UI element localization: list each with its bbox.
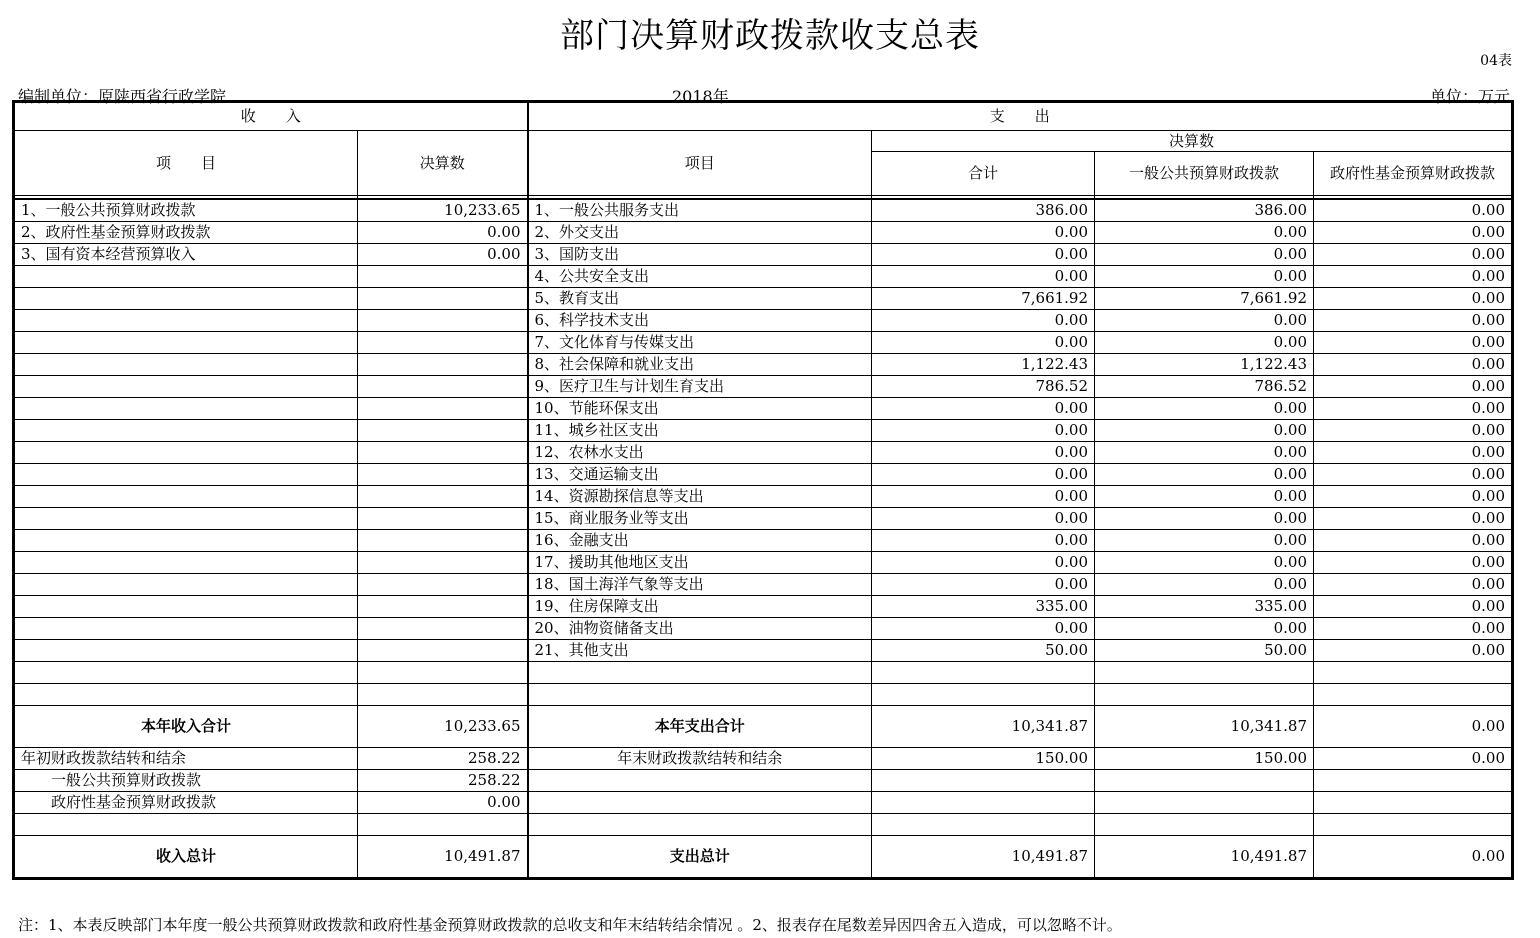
expense-item-cell: 3、国防支出 [528, 244, 872, 266]
expense-general-cell: 0.00 [1095, 618, 1314, 640]
finance-summary-table [12, 100, 1514, 880]
carry-in-value: 258.22 [358, 748, 528, 770]
expense-item-cell: 8、社会保障和就业支出 [528, 354, 872, 376]
table-row [14, 486, 1513, 508]
table-row [14, 199, 1513, 222]
income-item-cell: 1、一般公共预算财政拨款 [14, 199, 358, 222]
expense-general-cell: 0.00 [1095, 310, 1314, 332]
grand-income-total-value: 10,491.87 [358, 836, 528, 879]
income-amount-cell: 0.00 [358, 222, 528, 244]
income-item-cell [14, 398, 358, 420]
expense-total-cell: 7,661.92 [872, 288, 1095, 310]
grand-expense-total-value: 10,491.87 [872, 836, 1095, 879]
income-header: 收 入 [14, 102, 528, 131]
expense-general-cell: 0.00 [1095, 332, 1314, 354]
expense-fund-cell: 0.00 [1314, 310, 1513, 332]
expense-item-cell: 1、一般公共服务支出 [528, 199, 872, 222]
income-item-cell [14, 288, 358, 310]
expense-general-cell: 0.00 [1095, 398, 1314, 420]
income-item-cell [14, 354, 358, 376]
expense-fund-cell: 0.00 [1314, 222, 1513, 244]
expense-item-cell: 14、资源勘探信息等支出 [528, 486, 872, 508]
income-item-cell [14, 552, 358, 574]
income-amount-cell [358, 486, 528, 508]
expense-total-cell: 0.00 [872, 530, 1095, 552]
carry-out-general: 150.00 [1095, 748, 1314, 770]
income-amount-cell [358, 662, 528, 684]
income-item-cell [14, 640, 358, 662]
table-row [14, 376, 1513, 398]
expense-general-cell: 0.00 [1095, 464, 1314, 486]
income-amount-cell [358, 354, 528, 376]
carry-out-fund: 0.00 [1314, 748, 1513, 770]
income-amount-cell [358, 288, 528, 310]
income-item-cell [14, 376, 358, 398]
expense-general-cell: 0.00 [1095, 266, 1314, 288]
expense-general-cell: 786.52 [1095, 376, 1314, 398]
page-title: 部门决算财政拨款收支总表 [560, 16, 980, 56]
unit-label: 单位：万元 [1429, 87, 1510, 106]
income-amount-cell [358, 508, 528, 530]
expense-fund-cell [1314, 684, 1513, 706]
table-row [14, 530, 1513, 552]
fund-budget-column-header: 政府性基金预算财政拨款 [1314, 152, 1513, 196]
grand-expense-total-label: 支出总计 [528, 836, 872, 879]
income-item-cell [14, 486, 358, 508]
income-item-cell [14, 464, 358, 486]
expense-item-cell: 4、公共安全支出 [528, 266, 872, 288]
expense-item-cell: 16、金融支出 [528, 530, 872, 552]
table-row [14, 662, 1513, 684]
income-item-cell [14, 530, 358, 552]
expense-general-cell: 0.00 [1095, 508, 1314, 530]
income-amount-cell [358, 640, 528, 662]
income-item-cell [14, 596, 358, 618]
expense-general-cell: 0.00 [1095, 222, 1314, 244]
expense-total-cell: 0.00 [872, 244, 1095, 266]
expense-item-cell: 6、科学技术支出 [528, 310, 872, 332]
table-row [14, 310, 1513, 332]
expense-total-cell: 1,122.43 [872, 354, 1095, 376]
table-row [14, 552, 1513, 574]
expense-item-header: 项目 [528, 131, 872, 196]
income-item-cell [14, 574, 358, 596]
income-item-cell [14, 618, 358, 640]
table-row [14, 464, 1513, 486]
income-amount-cell [358, 442, 528, 464]
expense-total-cell: 335.00 [872, 596, 1095, 618]
year-income-total-value: 10,233.65 [358, 706, 528, 748]
expense-fund-cell: 0.00 [1314, 420, 1513, 442]
form-number: 04表 [1480, 53, 1512, 69]
expense-item-cell: 11、城乡社区支出 [528, 420, 872, 442]
income-amount-cell [358, 464, 528, 486]
income-item-cell [14, 332, 358, 354]
grand-expense-general-value: 10,491.87 [1095, 836, 1314, 879]
expense-general-cell: 335.00 [1095, 596, 1314, 618]
expense-fund-cell: 0.00 [1314, 398, 1513, 420]
income-item-cell [14, 442, 358, 464]
expense-fund-cell: 0.00 [1314, 486, 1513, 508]
income-item-cell [14, 420, 358, 442]
expense-total-cell: 0.00 [872, 552, 1095, 574]
income-amount-cell [358, 310, 528, 332]
carry-general-value: 258.22 [358, 770, 528, 792]
expense-total-cell: 0.00 [872, 222, 1095, 244]
expense-total-cell: 0.00 [872, 332, 1095, 354]
organization-label: 编制单位：原陕西省行政学院 [18, 87, 227, 106]
expense-total-cell [872, 662, 1095, 684]
expense-item-cell: 17、援助其他地区支出 [528, 552, 872, 574]
income-amount-header: 决算数 [358, 131, 528, 196]
carry-in-label: 年初财政拨款结转和结余 [14, 748, 358, 770]
expense-total-cell [872, 684, 1095, 706]
expense-amount-header: 决算数 [872, 131, 1513, 152]
expense-fund-cell: 0.00 [1314, 574, 1513, 596]
income-item-cell [14, 266, 358, 288]
expense-total-cell: 0.00 [872, 574, 1095, 596]
expense-general-cell [1095, 684, 1314, 706]
income-amount-cell [358, 398, 528, 420]
expense-header: 支 出 [528, 102, 1513, 131]
expense-item-cell: 20、油物资储备支出 [528, 618, 872, 640]
expense-total-cell: 50.00 [872, 640, 1095, 662]
expense-item-cell: 12、农林水支出 [528, 442, 872, 464]
income-item-cell: 2、政府性基金预算财政拨款 [14, 222, 358, 244]
income-amount-cell: 10,233.65 [358, 199, 528, 222]
expense-fund-cell: 0.00 [1314, 508, 1513, 530]
table-row [14, 266, 1513, 288]
general-budget-column-header: 一般公共预算财政拨款 [1095, 152, 1314, 196]
expense-general-cell [1095, 662, 1314, 684]
income-amount-cell [358, 618, 528, 640]
income-item-cell [14, 684, 358, 706]
income-item-cell [14, 662, 358, 684]
expense-item-cell: 7、文化体育与传媒支出 [528, 332, 872, 354]
income-amount-cell [358, 596, 528, 618]
income-amount-cell: 0.00 [358, 244, 528, 266]
expense-general-cell: 0.00 [1095, 244, 1314, 266]
expense-item-cell [528, 684, 872, 706]
expense-total-cell: 0.00 [872, 266, 1095, 288]
expense-fund-cell: 0.00 [1314, 442, 1513, 464]
expense-item-cell: 13、交通运输支出 [528, 464, 872, 486]
income-amount-cell [358, 266, 528, 288]
income-amount-cell [358, 574, 528, 596]
carry-fund-label: 政府性基金预算财政拨款 [14, 792, 358, 814]
carry-fund-value: 0.00 [358, 792, 528, 814]
expense-fund-cell: 0.00 [1314, 244, 1513, 266]
expense-total-cell: 0.00 [872, 464, 1095, 486]
expense-fund-cell: 0.00 [1314, 332, 1513, 354]
grand-expense-fund-value: 0.00 [1314, 836, 1513, 879]
expense-fund-cell: 0.00 [1314, 640, 1513, 662]
table-row [14, 354, 1513, 376]
year-expense-total-label: 本年支出合计 [528, 706, 872, 748]
expense-fund-cell: 0.00 [1314, 266, 1513, 288]
expense-fund-cell: 0.00 [1314, 354, 1513, 376]
expense-item-cell: 5、教育支出 [528, 288, 872, 310]
expense-total-cell: 0.00 [872, 442, 1095, 464]
expense-total-cell: 0.00 [872, 618, 1095, 640]
table-row [14, 332, 1513, 354]
year-expense-fund-value: 0.00 [1314, 706, 1513, 748]
expense-general-cell: 0.00 [1095, 552, 1314, 574]
expense-fund-cell: 0.00 [1314, 530, 1513, 552]
income-amount-cell [358, 332, 528, 354]
expense-fund-cell: 0.00 [1314, 552, 1513, 574]
expense-total-cell: 0.00 [872, 398, 1095, 420]
table-row [14, 288, 1513, 310]
expense-total-cell: 786.52 [872, 376, 1095, 398]
year-expense-total-value: 10,341.87 [872, 706, 1095, 748]
expense-item-cell: 10、节能环保支出 [528, 398, 872, 420]
expense-fund-cell: 0.00 [1314, 288, 1513, 310]
expense-general-cell: 7,661.92 [1095, 288, 1314, 310]
expense-general-cell: 0.00 [1095, 420, 1314, 442]
income-amount-cell [358, 376, 528, 398]
expense-general-cell: 386.00 [1095, 199, 1314, 222]
table-row [14, 596, 1513, 618]
expense-general-cell: 0.00 [1095, 486, 1314, 508]
income-amount-cell [358, 552, 528, 574]
table-row [14, 618, 1513, 640]
table-row [14, 640, 1513, 662]
grand-income-total-label: 收入总计 [14, 836, 358, 879]
income-item-cell: 3、国有资本经营预算收入 [14, 244, 358, 266]
expense-fund-cell: 0.00 [1314, 376, 1513, 398]
income-amount-cell [358, 684, 528, 706]
expense-total-cell: 386.00 [872, 199, 1095, 222]
carry-out-total: 150.00 [872, 748, 1095, 770]
expense-general-cell: 1,122.43 [1095, 354, 1314, 376]
expense-general-cell: 0.00 [1095, 530, 1314, 552]
expense-total-cell: 0.00 [872, 508, 1095, 530]
year-label: 2018年 [672, 87, 729, 106]
expense-general-cell: 50.00 [1095, 640, 1314, 662]
table-row [14, 442, 1513, 464]
footnote: 注：1、本表反映部门本年度一般公共预算财政拨款和政府性基金预算财政拨款的总收支和年末结转结余情况 。2、报表存在尾数差异因四舍五入造成，可以忽略不计。 [18, 916, 1122, 934]
expense-item-cell: 21、其他支出 [528, 640, 872, 662]
expense-item-cell: 18、国土海洋气象等支出 [528, 574, 872, 596]
expense-total-cell: 0.00 [872, 310, 1095, 332]
total-column-header: 合计 [872, 152, 1095, 196]
expense-fund-cell: 0.00 [1314, 596, 1513, 618]
carry-general-label: 一般公共预算财政拨款 [14, 770, 358, 792]
expense-fund-cell [1314, 662, 1513, 684]
table-row [14, 420, 1513, 442]
expense-fund-cell: 0.00 [1314, 464, 1513, 486]
expense-item-cell: 9、医疗卫生与计划生育支出 [528, 376, 872, 398]
expense-total-cell: 0.00 [872, 486, 1095, 508]
table-row [14, 222, 1513, 244]
income-amount-cell [358, 530, 528, 552]
expense-fund-cell: 0.00 [1314, 618, 1513, 640]
table-row [14, 574, 1513, 596]
expense-fund-cell: 0.00 [1314, 199, 1513, 222]
carry-out-label: 年末财政拨款结转和结余 [528, 748, 872, 770]
income-item-cell [14, 508, 358, 530]
expense-general-cell: 0.00 [1095, 574, 1314, 596]
expense-item-cell: 15、商业服务业等支出 [528, 508, 872, 530]
expense-general-cell: 0.00 [1095, 442, 1314, 464]
income-item-cell [14, 310, 358, 332]
year-income-total-label: 本年收入合计 [14, 706, 358, 748]
income-amount-cell [358, 420, 528, 442]
expense-item-cell: 2、外交支出 [528, 222, 872, 244]
year-expense-general-value: 10,341.87 [1095, 706, 1314, 748]
expense-total-cell: 0.00 [872, 420, 1095, 442]
table-row [14, 398, 1513, 420]
expense-item-cell: 19、住房保障支出 [528, 596, 872, 618]
income-item-header: 项 目 [14, 131, 358, 196]
table-row [14, 684, 1513, 706]
table-row [14, 244, 1513, 266]
expense-item-cell [528, 662, 872, 684]
table-row [14, 508, 1513, 530]
